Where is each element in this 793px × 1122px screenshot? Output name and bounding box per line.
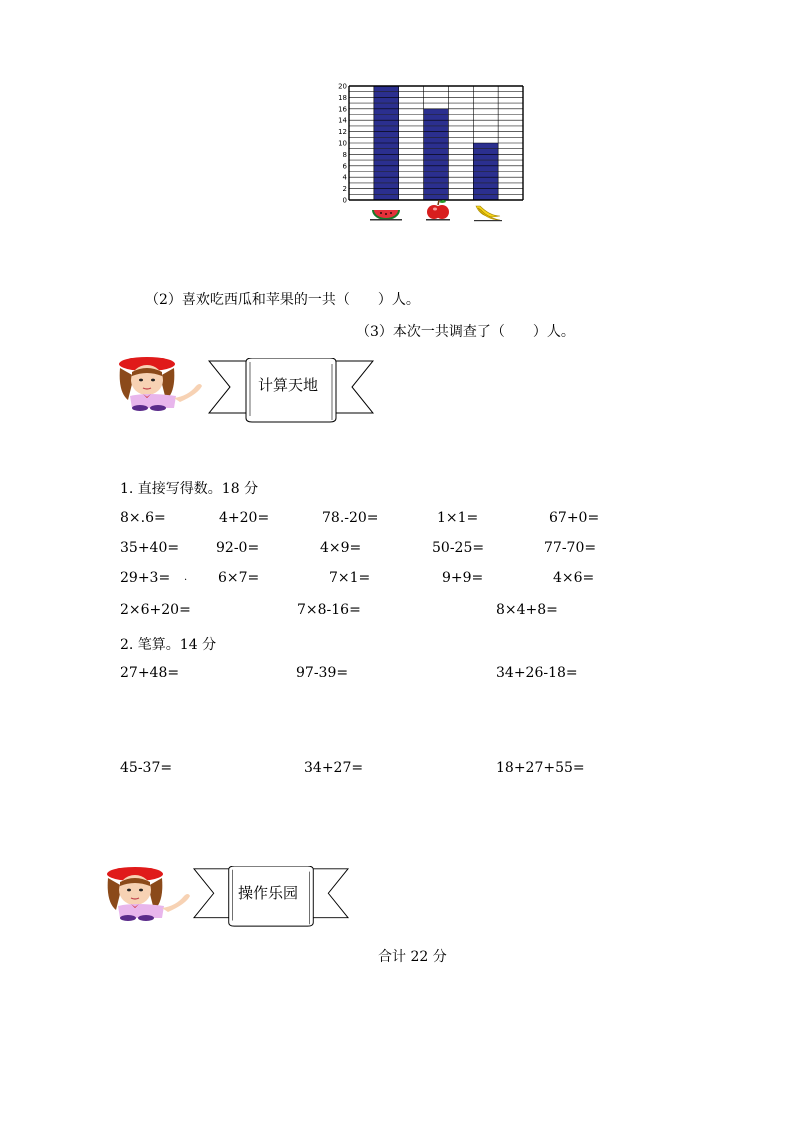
math-item: 9+9= [442, 570, 484, 586]
math-item: 8×.6= [120, 510, 166, 526]
y-tick-label: 18 [338, 93, 347, 102]
math-item: 34+26-18= [496, 665, 578, 681]
y-tick-label: 20 [338, 82, 347, 91]
math-item: 4×9= [320, 540, 362, 556]
question-2: （2）喜欢吃西瓜和苹果的一共（ ）人。 [145, 292, 420, 308]
question-3: （3）本次一共调查了（ ）人。 [356, 324, 575, 340]
section-1-title: 1. 直接写得数。18 分 [120, 481, 259, 497]
math-item: 45-37= [120, 760, 173, 776]
math-item: 78.-20= [322, 510, 379, 526]
math-item: 4×6= [553, 570, 595, 586]
math-item: 8×4+8= [496, 602, 558, 618]
fruit-bar-chart [330, 78, 530, 228]
y-tick-label: 2 [342, 185, 347, 194]
math-item: 77-70= [544, 540, 597, 556]
math-item: 2×6+20= [120, 602, 191, 618]
y-tick-label: 14 [338, 116, 347, 125]
watermelon-icon [370, 210, 402, 221]
math-item: 29+3= [120, 570, 171, 586]
math-item: 1×1= [437, 510, 479, 526]
math-item: 7×8-16= [297, 602, 361, 618]
total-score: 合计 22 分 [378, 949, 447, 965]
math-item: 67+0= [549, 510, 600, 526]
banner-title-calc: 计算天地 [258, 376, 319, 394]
girl-mascot-icon [110, 356, 220, 412]
math-item: 27+48= [120, 665, 180, 681]
y-tick-label: 8 [342, 150, 347, 159]
y-tick-label: 4 [342, 173, 347, 182]
math-item: 35+40= [120, 540, 180, 556]
math-item: 92-0= [216, 540, 260, 556]
banana-icon [474, 206, 502, 221]
math-item: 6×7= [218, 570, 260, 586]
y-tick-label: 6 [342, 162, 347, 171]
y-tick-label: 0 [342, 196, 347, 205]
stray-dot: . [184, 572, 188, 583]
banner-title-ops: 操作乐园 [238, 884, 299, 902]
math-item: 4+20= [219, 510, 270, 526]
apple-icon [426, 200, 450, 221]
math-item: 18+27+55= [496, 760, 585, 776]
y-tick-label: 12 [338, 128, 347, 137]
math-item: 7×1= [329, 570, 371, 586]
section-2-title: 2. 笔算。14 分 [120, 637, 217, 653]
math-item: 50-25= [432, 540, 485, 556]
math-item: 97-39= [296, 665, 349, 681]
y-tick-label: 10 [338, 139, 347, 148]
math-item: 34+27= [304, 760, 364, 776]
y-tick-label: 16 [338, 105, 347, 114]
